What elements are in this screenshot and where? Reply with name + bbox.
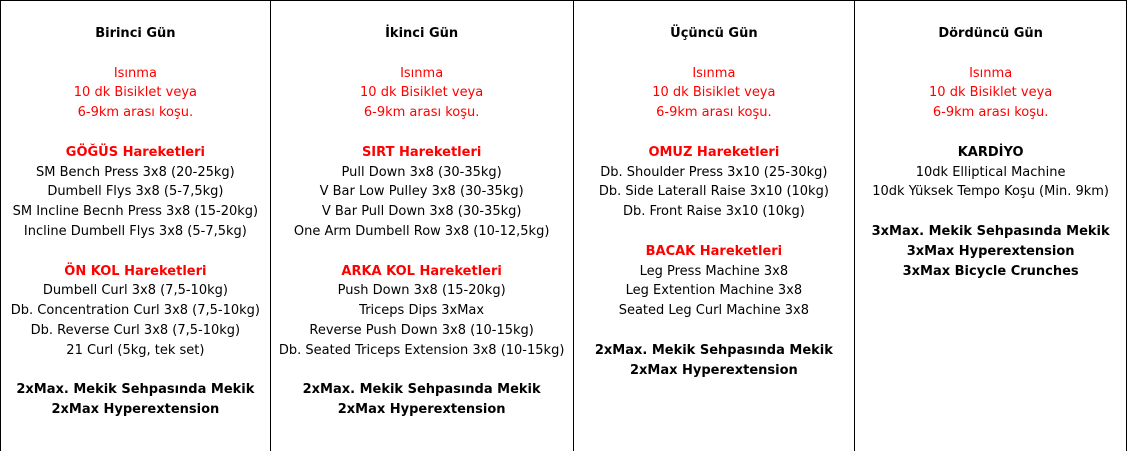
finisher-item: 2xMax Hyperextension: [51, 402, 220, 418]
exercise-item: 10dk Elliptical Machine: [915, 164, 1066, 180]
finisher-item: 2xMax Hyperextension: [337, 402, 506, 418]
warmup-line: Isınma: [400, 65, 444, 81]
group-heading: KARDİYO: [957, 144, 1024, 160]
exercise-item: 10dk Yüksek Tempo Koşu (Min. 9km): [872, 184, 1109, 200]
exercise-item: Dumbell Curl 3x8 (7,5-10kg): [42, 283, 228, 299]
day-column-3: [574, 1, 856, 451]
day-column-2: [271, 1, 574, 451]
finisher-item: 3xMax. Mekik Sehpasında Mekik: [871, 223, 1110, 239]
finisher-item: 2xMax. Mekik Sehpasında Mekik: [302, 382, 541, 398]
group-heading: ARKA KOL Hareketleri: [341, 263, 502, 279]
exercise-item: Seated Leg Curl Machine 3x8: [618, 303, 810, 319]
exercise-item: Incline Dumbell Flys 3x8 (5-7,5kg): [23, 223, 247, 239]
exercise-item: Db. Front Raise 3x10 (10kg): [622, 204, 805, 220]
finisher-item: 3xMax Bicycle Crunches: [902, 263, 1079, 279]
warmup-line: 6-9km arası koşu.: [656, 105, 772, 121]
day-column-1: [1, 1, 271, 451]
group-heading: ÖN KOL Hareketleri: [64, 263, 207, 279]
warmup-line: 10 dk Bisiklet veya: [929, 85, 1053, 101]
exercise-item: Leg Extention Machine 3x8: [625, 283, 803, 299]
finisher-item: 3xMax Hyperextension: [906, 243, 1075, 259]
warmup-line: Isınma: [113, 65, 157, 81]
exercise-item: Dumbell Flys 3x8 (5-7,5kg): [47, 184, 224, 200]
exercise-item: Db. Reverse Curl 3x8 (7,5-10kg): [30, 322, 241, 338]
day-title: Dördüncü Gün: [938, 26, 1043, 41]
warmup-line: 10 dk Bisiklet veya: [73, 85, 197, 101]
finisher-item: 2xMax. Mekik Sehpasında Mekik: [594, 342, 833, 358]
day-title: Üçüncü Gün: [670, 26, 758, 41]
exercise-item: Db. Shoulder Press 3x10 (25-30kg): [600, 164, 828, 180]
group-heading: SIRT Hareketleri: [361, 144, 482, 160]
exercise-item: Pull Down 3x8 (30-35kg): [341, 164, 502, 180]
exercise-item: 21 Curl (5kg, tek set): [66, 342, 205, 358]
exercise-item: Db. Side Laterall Raise 3x10 (10kg): [598, 184, 829, 200]
exercise-item: SM Incline Becnh Press 3x8 (15-20kg): [12, 204, 259, 220]
warmup-line: 6-9km arası koşu.: [77, 105, 194, 121]
exercise-item: V Bar Pull Down 3x8 (30-35kg): [321, 204, 522, 220]
exercise-item: V Bar Low Pulley 3x8 (30-35kg): [319, 184, 524, 200]
exercise-item: Triceps Dips 3xMax: [359, 303, 485, 319]
exercise-item: One Arm Dumbell Row 3x8 (10-12,5kg): [293, 223, 550, 239]
day-title: Birinci Gün: [95, 26, 176, 41]
finisher-item: 2xMax. Mekik Sehpasında Mekik: [16, 382, 255, 398]
warmup-line: Isınma: [692, 65, 736, 81]
warmup-line: 10 dk Bisiklet veya: [652, 85, 776, 101]
exercise-item: Leg Press Machine 3x8: [639, 263, 789, 279]
warmup-line: 6-9km arası koşu.: [363, 105, 480, 121]
group-heading: OMUZ Hareketleri: [648, 144, 780, 160]
finisher-item: 2xMax Hyperextension: [629, 362, 798, 378]
warmup-line: 6-9km arası koşu.: [932, 105, 1049, 121]
day-title: İkinci Gün: [385, 26, 459, 41]
exercise-item: Db. Seated Triceps Extension 3x8 (10-15kg): [278, 342, 565, 358]
exercise-item: Reverse Push Down 3x8 (10-15kg): [309, 322, 534, 338]
warmup-line: 10 dk Bisiklet veya: [360, 85, 484, 101]
warmup-line: Isınma: [969, 65, 1013, 81]
exercise-item: Db. Concentration Curl 3x8 (7,5-10kg): [10, 303, 260, 319]
group-heading: GÖĞÜS Hareketleri: [65, 144, 205, 160]
exercise-item: Push Down 3x8 (15-20kg): [337, 283, 506, 299]
group-heading: BACAK Hareketleri: [645, 243, 783, 259]
day-column-4: [855, 1, 1127, 451]
exercise-item: SM Bench Press 3x8 (20-25kg): [36, 164, 235, 180]
